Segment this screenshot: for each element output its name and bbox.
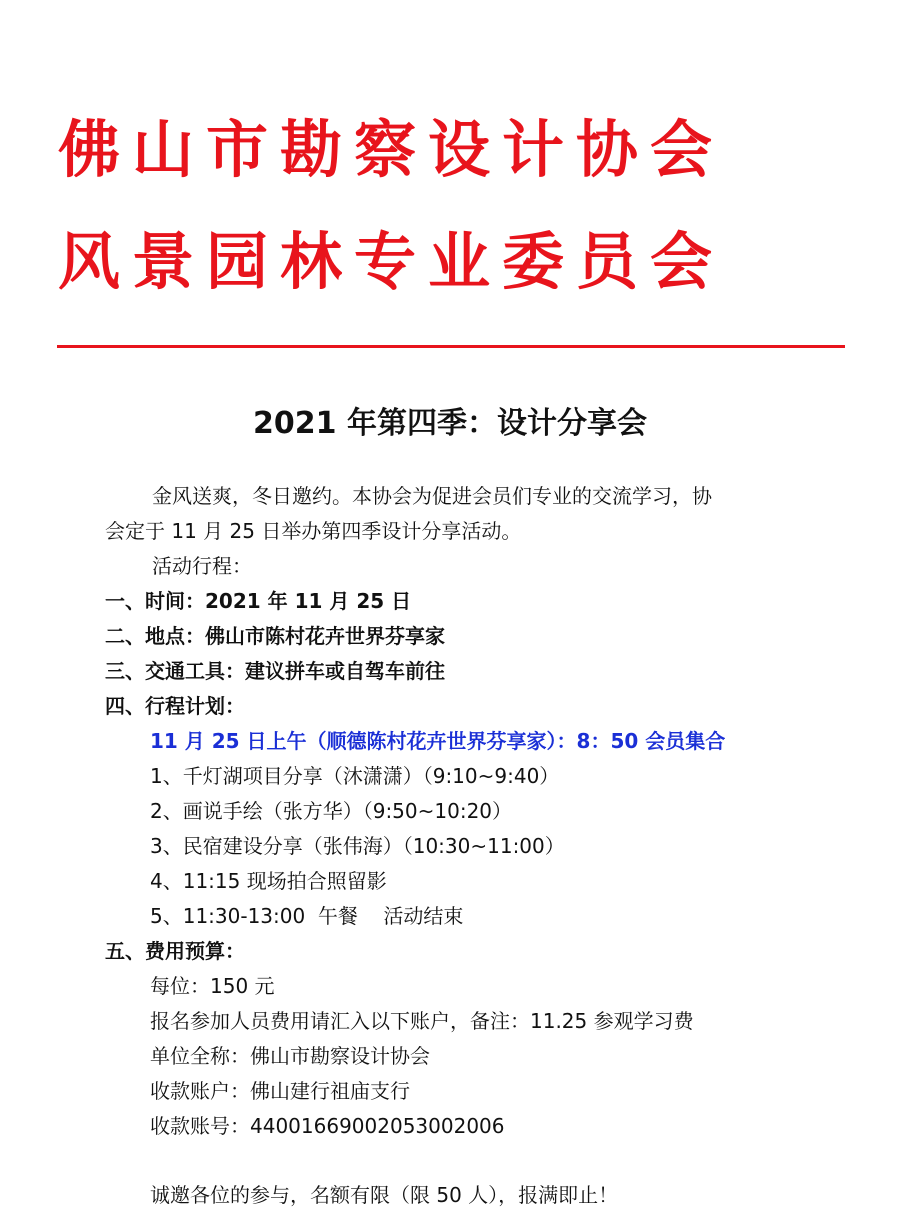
plan-step-2: 2、画说手绘（张方华）（9:50~10:20） [150,799,513,823]
org-name-line-1: 佛山市勘察设计协会 [58,113,725,186]
budget-account-number: 收款账号：44001669002053002006 [150,1114,505,1138]
closing-invitation: 诚邀各位的参与，名额有限（限 50 人），报满即止！ [150,1183,619,1207]
plan-step-4: 4、11:15 现场拍合照留影 [150,869,387,893]
plan-step-3: 3、民宿建设分享（张伟海）（10:30~11:00） [150,834,565,858]
item-place: 二、地点：佛山市陈村花卉世界芬享家 [105,624,445,648]
intro-line-2: 会定于 11 月 25 日举办第四季设计分享活动。 [105,519,522,543]
item-transport: 三、交通工具：建议拼车或自驾车前往 [105,659,445,683]
budget-payment-note: 报名参加人员费用请汇入以下账户，备注：11.25 参观学习费 [150,1009,694,1033]
budget-unit-name: 单位全称：佛山市勘察设计协会 [150,1044,430,1068]
schedule-heading: 活动行程： [152,554,252,578]
plan-step-5: 5、11:30-13:00 午餐 活动结束 [150,904,464,928]
item-plan: 四、行程计划： [105,694,245,718]
budget-bank: 收款账户：佛山建行祖庙支行 [150,1079,410,1103]
plan-gathering: 11 月 25 日上午（顺德陈村花卉世界芬享家）：8：50 会员集合 [150,729,726,753]
plan-step-1: 1、千灯湖项目分享（沐潇潇）（9:10~9:40） [150,764,560,788]
intro-line-1: 金风送爽，冬日邀约。本协会为促进会员们专业的交流学习，协 [152,484,712,508]
page-title: 2021 年第四季：设计分享会 [253,406,647,441]
item-time: 一、时间：2021 年 11 月 25 日 [105,589,412,613]
budget-per-person: 每位：150 元 [150,974,275,998]
header-divider [57,345,845,348]
budget-heading: 五、费用预算： [105,939,245,963]
org-name-line-2: 风景园林专业委员会 [58,225,725,298]
